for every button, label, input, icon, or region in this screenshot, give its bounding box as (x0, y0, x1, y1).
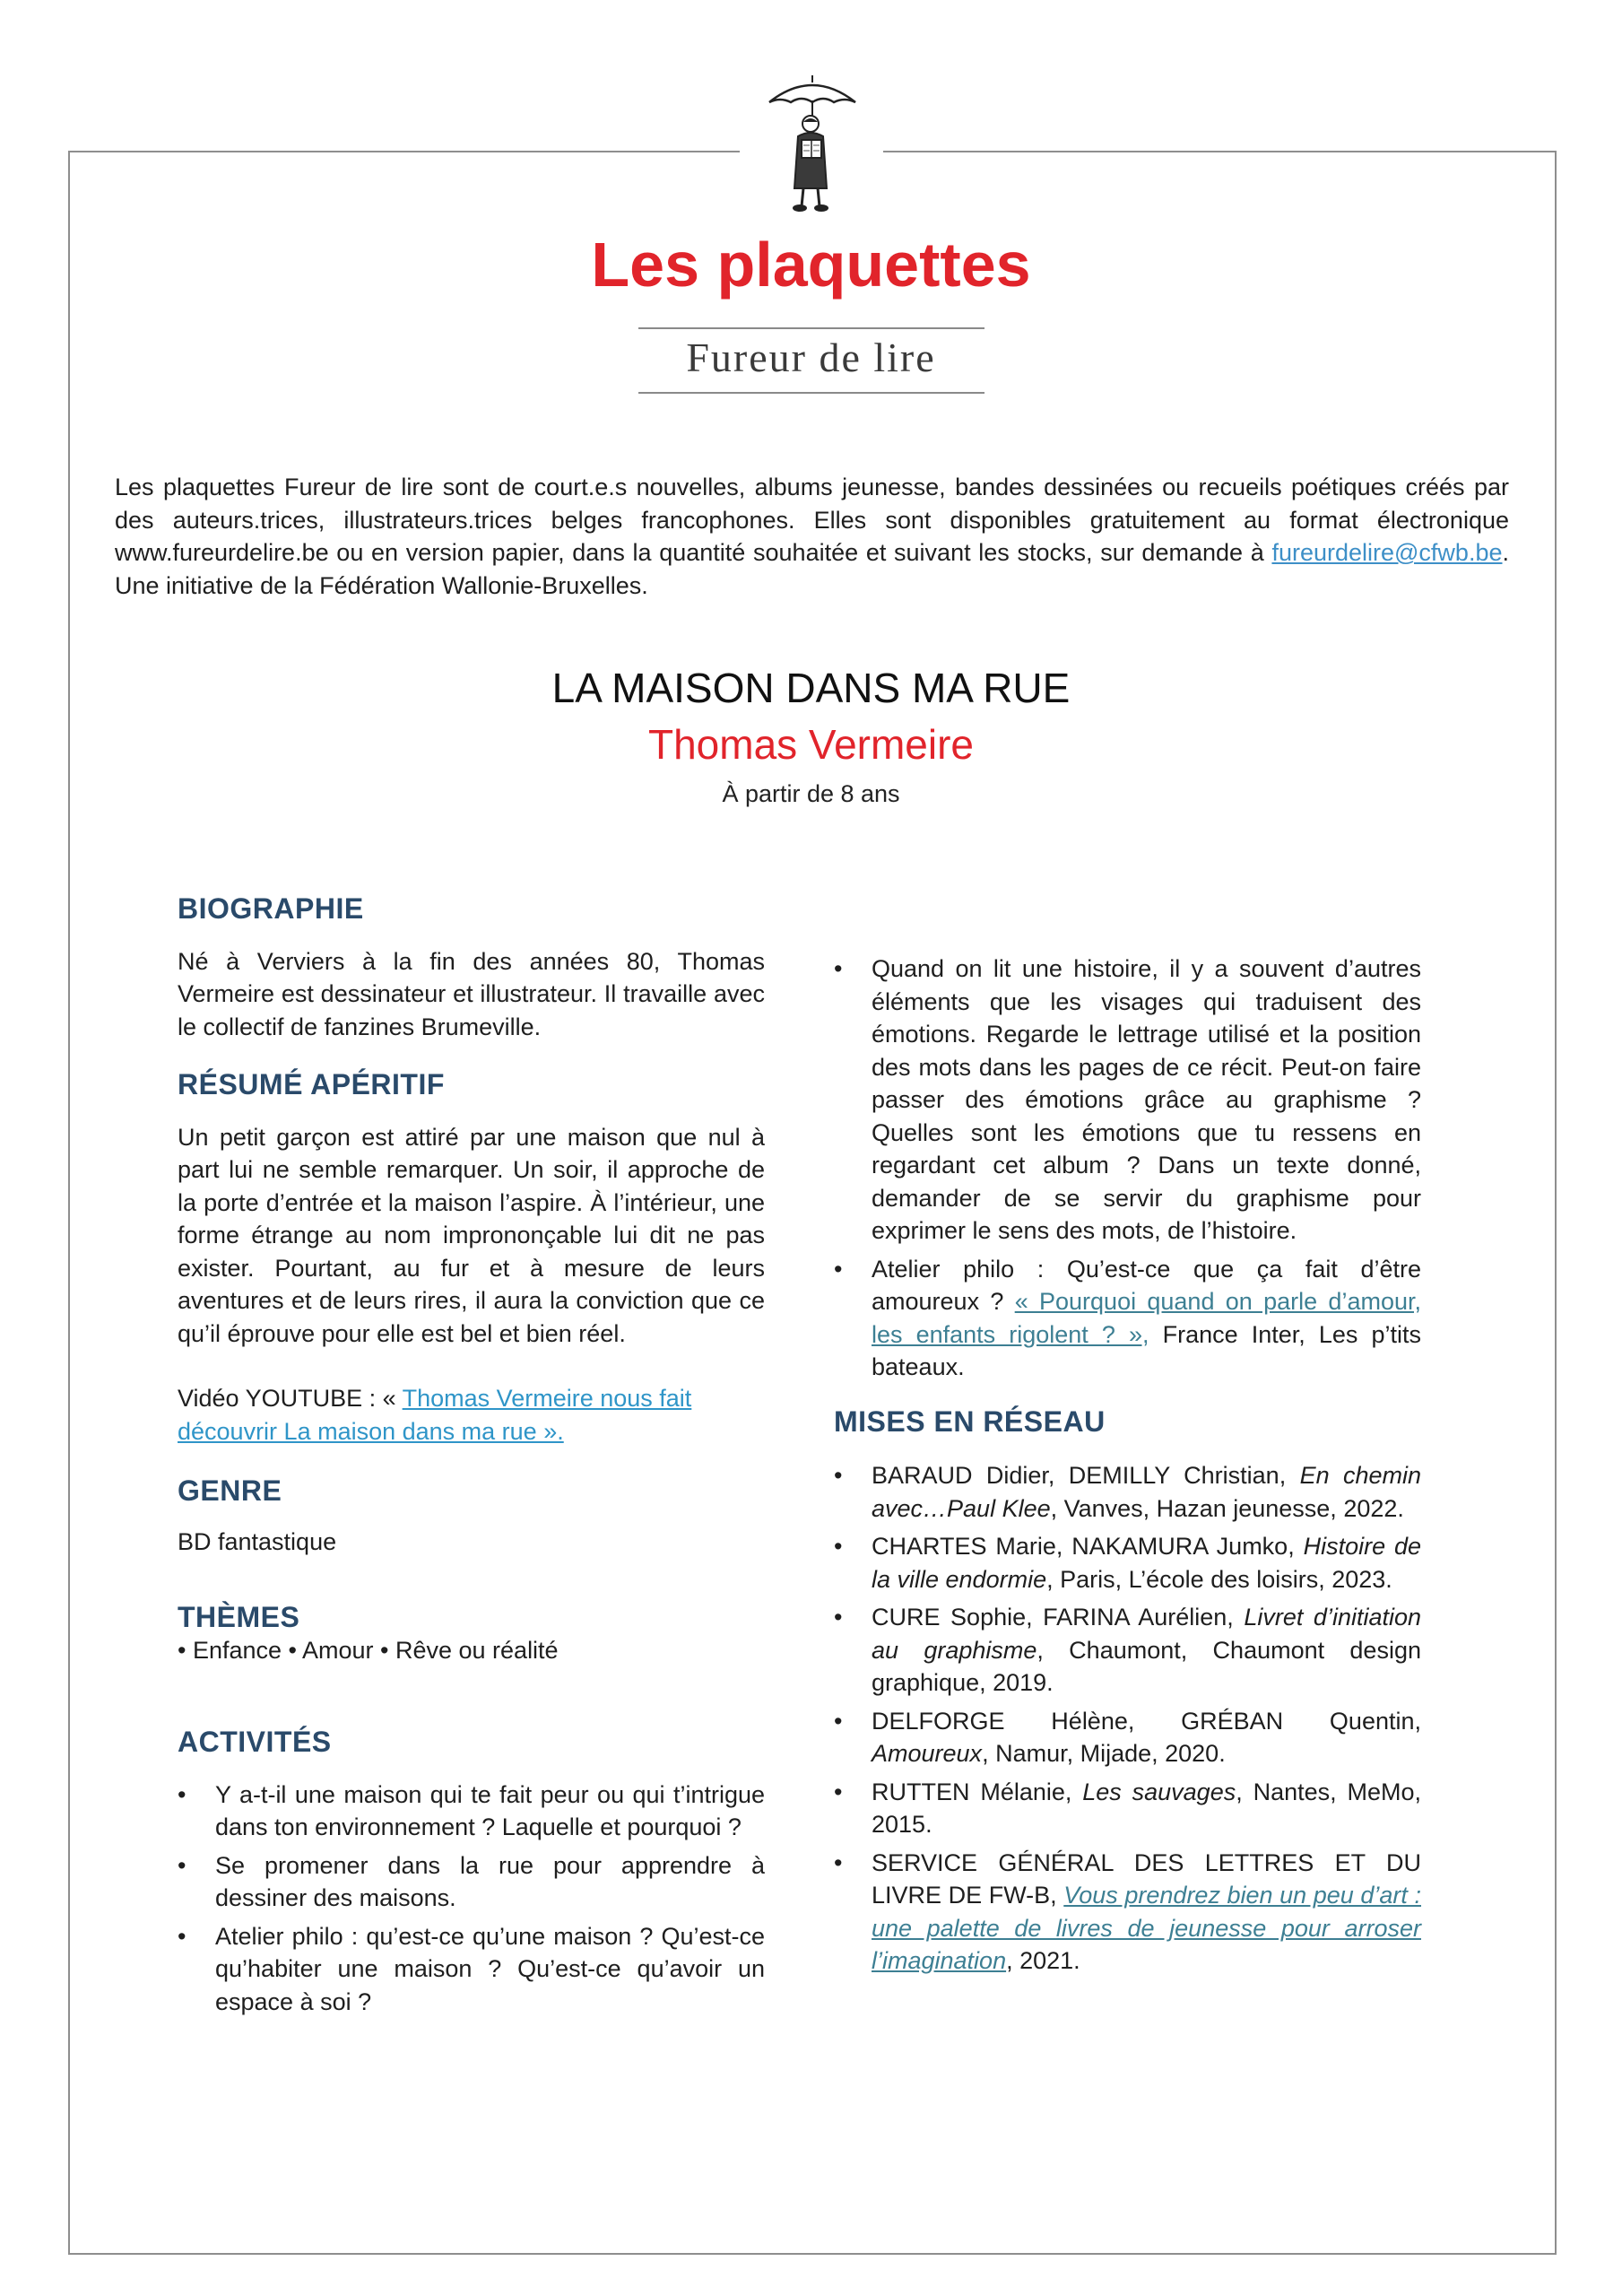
brand-title: Les plaquettes (591, 230, 1031, 300)
reference-title: Vous prendrez bien un peu d’art : une palette de livres de jeunesse pour arroser l’imagination (872, 1882, 1421, 1974)
reference-title: Livret d’initiation au graphisme (872, 1604, 1422, 1664)
bullet: • (834, 1533, 843, 1560)
reference-title: En chemin avec…Paul Klee (872, 1462, 1421, 1522)
list-item (834, 1705, 1421, 1770)
youtube-video-link[interactable]: Thomas Vermeire nous fait découvrir La maison dans ma rue ». (178, 1385, 692, 1445)
reference-details: , Nantes, MeMo, 2015. (872, 1778, 1421, 1838)
reference-authors: RUTTEN Mélanie, (872, 1778, 1083, 1805)
intro-text: Les plaquettes Fureur de lire sont de court.e.s nouvelles, albums jeunesse, bandes dessinées ou recueils poétiques créés par des auteurs.trices, illustrateurs.trices belges francophones. Elles sont disponibles gratuitement au format électronique www.fureurdelire.be ou en version papier, dans la quantité souhaitée et suivant les stocks, sur demande à (115, 474, 1509, 566)
list-item-text: Y a-t-il une maison qui te fait peur ou qui t’intrigue dans ton environnement ? Laquelle et pourquoi ? (215, 1780, 765, 1840)
reference-details: , Namur, Mijade, 2020. (982, 1740, 1226, 1767)
intro-text-end: . Une initiative de la Fédération Wallonie-Bruxelles. (115, 539, 1509, 599)
age-range: À partir de 8 ans (722, 780, 900, 807)
activites-list-continued (834, 952, 1421, 1384)
bullet: • (834, 1462, 843, 1489)
bullet: • (834, 1255, 843, 1283)
themes-text: • Enfance • Amour • Rêve ou réalité (178, 1636, 559, 1664)
list-item (834, 1847, 1421, 1978)
reference-authors: CHARTES Marie, NAKAMURA Jumko, (872, 1533, 1304, 1560)
reference-authors: BARAUD Didier, DEMILLY Christian, (872, 1462, 1300, 1489)
book-author: Thomas Vermeire (647, 721, 974, 768)
biographie-text: Né à Verviers à la fin des années 80, Thomas Vermeire est dessinateur et illustrateur. Il travaille avec le collectif de fanzines Brumeville. (178, 947, 765, 1040)
list-item (178, 1779, 765, 1844)
list-item (834, 1253, 1421, 1384)
brand-rule-bottom (638, 392, 984, 394)
section-heading-genre: GENRE (178, 1474, 282, 1507)
activites-list (178, 1779, 765, 2019)
bullet: • (834, 1707, 843, 1735)
bullet: • (834, 955, 843, 982)
reference-authors: CURE Sophie, FARINA Aurélien, (872, 1604, 1245, 1631)
reference-title: Les sauvages (1082, 1778, 1236, 1805)
bullet: • (834, 1604, 843, 1631)
bullet: • (834, 1778, 843, 1805)
list-item (178, 1920, 765, 2019)
list-item-text: Quand on lit une histoire, il y a souvent d’autres éléments que les visages qui traduisent des émotions. Regarde le lettrage utilisé et la position des mots dans les pages de ce récit. Peut-on faire passer des émotions grâce au graphisme ? Quelles sont les émotions que tu ressens en regardant cet album ? Dans un texte donné, demander de se servir du graphisme pour exprimer le sens des mots, de l’histoire. (872, 955, 1421, 1244)
france-inter-link[interactable]: « Pourquoi quand on parle d’amour, les enfants rigolent ? », (872, 1288, 1421, 1348)
bullet: • (178, 1922, 186, 1950)
reference-details: , 2021. (1006, 1947, 1080, 1974)
reference-details: , Chaumont, Chaumont design graphique, 2019. (872, 1636, 1421, 1696)
right-column (834, 952, 1421, 1983)
section-heading-activites: ACTIVITÉS (178, 1726, 332, 1758)
list-item-text: France Inter, Les p’tits bateaux. (872, 1320, 1421, 1380)
list-item (834, 1530, 1421, 1596)
left-column (178, 892, 765, 2023)
bullet: • (834, 1848, 843, 1876)
list-item (834, 1776, 1421, 1841)
section-heading-resume: RÉSUMÉ APÉRITIF (178, 1068, 445, 1100)
list-item (834, 1601, 1421, 1700)
email-link[interactable]: fureurdelire@cfwb.be (1271, 539, 1503, 566)
bullet: • (178, 1851, 186, 1879)
reference-authors: DELFORGE Hélène, GRÉBAN Quentin, (872, 1707, 1421, 1735)
brand-rule-top (638, 327, 984, 329)
intro-paragraph (115, 471, 1509, 602)
brand-subtitle: Fureur de lire (686, 335, 936, 380)
reseau-list (834, 1459, 1421, 1978)
list-item-text: Atelier philo : Qu’est-ce que ça fait d’être amoureux ? (872, 1255, 1421, 1315)
list-item (178, 1849, 765, 1915)
reference-authors: SERVICE GÉNÉRAL DES LETTRES ET DU LIVRE DE FW-B, (872, 1848, 1421, 1909)
reference-details: , Paris, L’école des loisirs, 2023. (1046, 1565, 1392, 1593)
reference-title: Amoureux (872, 1740, 983, 1767)
reader-umbrella-logo-icon (759, 72, 866, 217)
reference-title: Histoire de la ville endormie (872, 1533, 1421, 1593)
list-item (834, 952, 1421, 1248)
reference-details: , Vanves, Hazan jeunesse, 2022. (1050, 1494, 1404, 1522)
section-heading-themes: THÈMES (178, 1601, 300, 1633)
section-heading-biographie: BIOGRAPHIE (178, 892, 364, 925)
genre-text: BD fantastique (178, 1527, 337, 1555)
resume-text: Un petit garçon est attiré par une maison que nul à part lui ne semble remarquer. Un soir, il approche de la porte d’entrée et la maison l’aspire. À l’intérieur, une forme étrange au nom imprononçable lui dit ne pas exister. Pourtant, au fur et à mesure de leurs aventures et de leurs rires, il aura la conviction que ce qu’il éprouve pour elle est bel et bien réel. (178, 1123, 765, 1347)
video-line (178, 1382, 765, 1448)
book-title: LA MAISON DANS MA RUE (551, 665, 1071, 711)
bullet: • (178, 1780, 186, 1808)
section-heading-reseau: MISES EN RÉSEAU (834, 1405, 1106, 1438)
list-item-text: Se promener dans la rue pour apprendre à dessiner des maisons. (215, 1851, 765, 1911)
list-item (834, 1459, 1421, 1525)
list-item-text: Atelier philo : qu’est-ce qu’une maison ? Qu’est-ce qu’habiter une maison ? Qu’est-ce qu’avoir un espace à soi ? (215, 1922, 765, 2015)
video-prefix: Vidéo YOUTUBE : « (178, 1385, 403, 1412)
